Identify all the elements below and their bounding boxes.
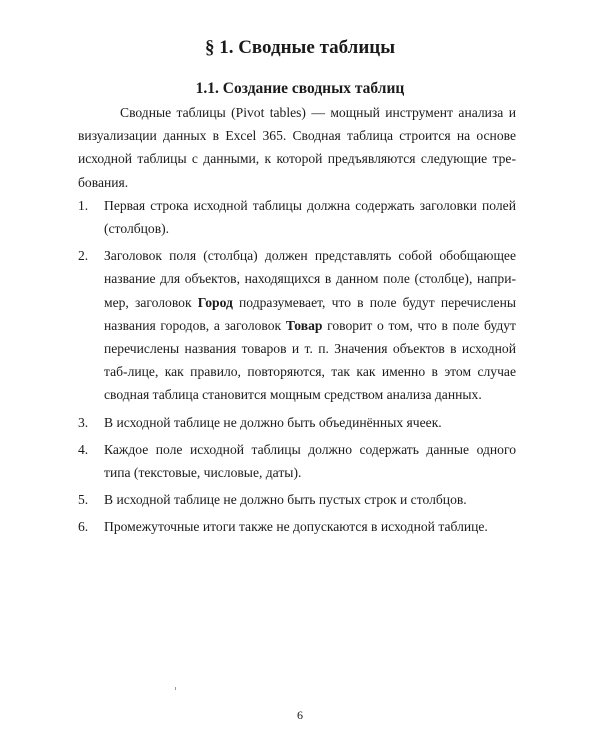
requirement-number: 1. (78, 197, 89, 213)
requirement-text-part: подразумевает, что в поле будут перечислены названия городов, а заголовок (104, 294, 516, 333)
page-number: 6 (297, 708, 303, 722)
term-product: Товар (285, 317, 323, 333)
requirement-text: В исходной таблице не должно быть пустых строк и столбцов. (104, 492, 467, 508)
requirement-text-part: говорит о том, что в поле будут перечислены названия товаров и т. п. Значения объектов в исходной таб-лице, как правило, повторяются, так как именно в этом случае сводная таблица становится мощным средством анализа данных. (104, 317, 516, 403)
requirement-text: Промежуточные итоги также не допускаются в исходной таблице. (104, 519, 488, 535)
requirement-item-4 (78, 438, 516, 484)
requirement-number: 2. (78, 248, 89, 264)
intro-paragraph: Сводные таблицы (Pivot tables) — мощный инструмент анализа и визуализации данных в Excel 365. Сводная таблица строится на основе исходной таблицы с данными, к которой предъявляются следующие тре-бования. (78, 105, 516, 190)
requirement-item-1 (78, 194, 516, 240)
subsection-title: 1.1. Создание сводных таблиц (195, 80, 405, 97)
requirement-text-part: Заголовок поля (столбца) должен представлять собой обобщающее название для объектов, находящихся в данном поле (столбце), напри-мер, заголовок (104, 248, 516, 310)
requirements-list (78, 194, 516, 539)
requirement-item-3 (78, 411, 516, 434)
term-city: Город (197, 294, 233, 310)
requirement-number: 6. (78, 519, 89, 535)
requirement-item-5 (78, 488, 516, 511)
body-text (78, 101, 516, 539)
scan-speck (175, 687, 176, 690)
requirement-number: 4. (78, 441, 89, 457)
requirement-text: Каждое поле исходной таблицы должно содержать данные одного типа (текстовые, числовые, даты). (104, 441, 516, 481)
requirement-number: 5. (78, 492, 89, 508)
requirement-text: Первая строка исходной таблицы должна содержать заголовки полей (столбцов). (104, 197, 516, 237)
requirement-item-2 (78, 244, 516, 406)
requirement-number: 3. (78, 414, 89, 430)
section-title: § 1. Сводные таблицы (204, 37, 396, 58)
requirement-item-6 (78, 515, 516, 538)
requirement-text: В исходной таблице не должно быть объединённых ячеек. (104, 414, 442, 430)
